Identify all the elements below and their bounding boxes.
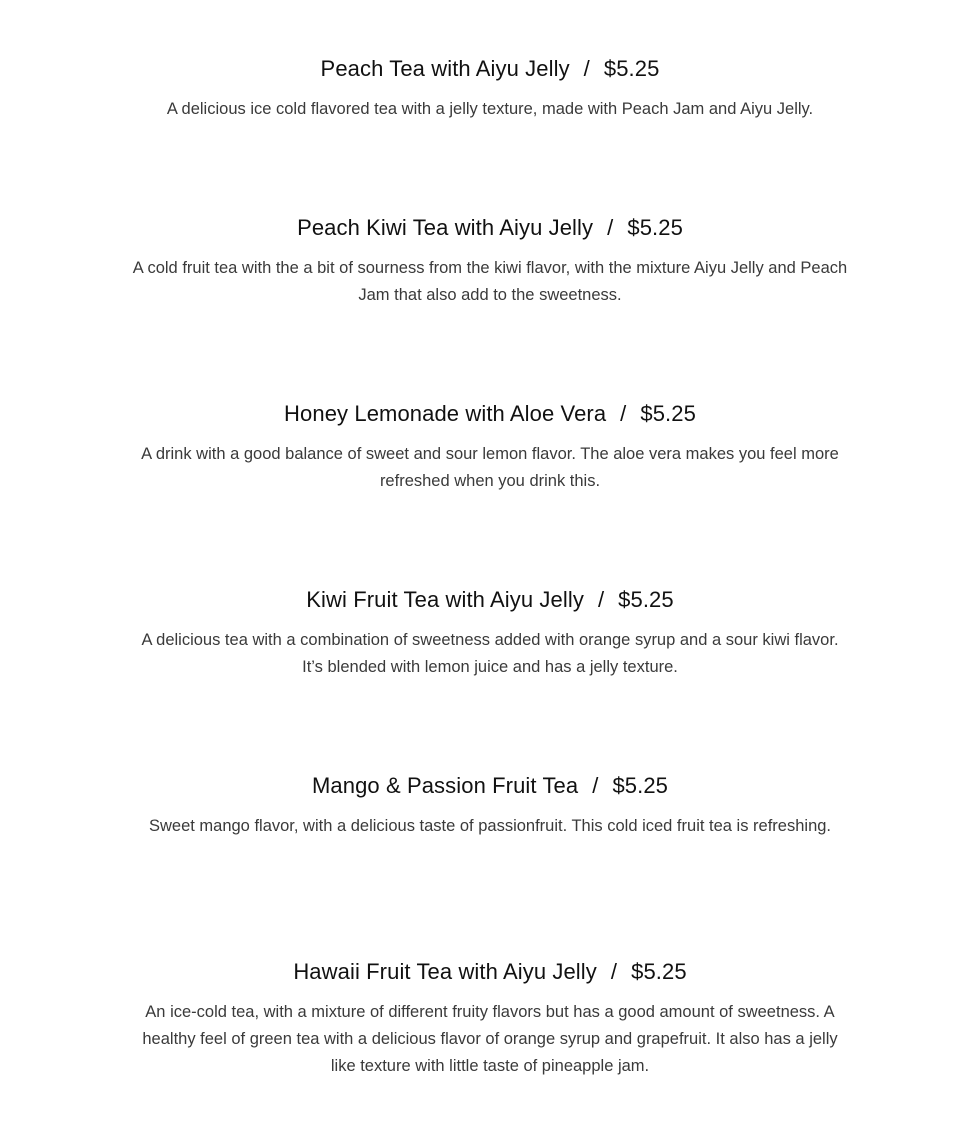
menu-item-price: $5.25 (603, 56, 660, 81)
menu-item-kiwi-fruit-tea (130, 585, 850, 681)
menu-item-description: A cold fruit tea with the a bit of sourness from the kiwi flavor, with the mixture Aiyu Jelly and Peach Jam that also add to the sweetness. (132, 259, 848, 304)
menu-item-title (130, 585, 850, 615)
menu-item-price: $5.25 (640, 401, 696, 426)
menu-item-name: Honey Lemonade with Aloe Vera (284, 401, 607, 426)
title-separator: / (620, 401, 627, 426)
menu-item-title (130, 771, 850, 801)
menu-item-title (130, 957, 850, 987)
menu-item-name: Peach Kiwi Tea with Aiyu Jelly (297, 215, 594, 240)
menu-item-hawaii-fruit-tea (130, 957, 850, 1080)
menu-item-peach-kiwi-tea (130, 213, 850, 309)
menu-item-name: Peach Tea with Aiyu Jelly (320, 56, 570, 81)
menu-item-description: A delicious ice cold flavored tea with a jelly texture, made with Peach Jam and Aiyu Jelly. (166, 100, 814, 118)
menu-item-title (130, 213, 850, 243)
menu-item-price: $5.25 (618, 587, 674, 612)
menu-item-peach-tea (130, 54, 850, 123)
menu-item-description: An ice-cold tea, with a mixture of different fruity flavors but has a good amount of sweetness. A healthy feel of green tea with a delicious flavor of orange syrup and grapefruit. It also has a jelly like texture with little taste of pineapple jam. (142, 1003, 838, 1075)
menu-item-title (130, 54, 850, 84)
menu-item-price: $5.25 (612, 773, 668, 798)
menu-item-name: Kiwi Fruit Tea with Aiyu Jelly (306, 587, 584, 612)
menu-item-description: A drink with a good balance of sweet and sour lemon flavor. The aloe vera makes you feel more refreshed when you drink this. (141, 445, 839, 490)
title-separator: / (583, 56, 590, 81)
menu-item-mango-passion-fruit-tea (130, 771, 850, 840)
menu-item-price: $5.25 (627, 215, 683, 240)
menu-item-description: Sweet mango flavor, with a delicious taste of passionfruit. This cold iced fruit tea is refreshing. (148, 817, 832, 835)
title-separator: / (597, 587, 605, 612)
menu-item-name: Mango & Passion Fruit Tea (311, 773, 579, 798)
menu-item-name: Hawaii Fruit Tea with Aiyu Jelly (293, 959, 597, 984)
title-separator: / (607, 215, 614, 240)
title-separator: / (592, 773, 599, 798)
menu-item-honey-lemonade (130, 399, 850, 495)
menu-item-description: A delicious tea with a combination of sweetness added with orange syrup and a sour kiwi flavor. It’s blended with lemon juice and has a jelly texture. (141, 631, 839, 676)
menu-item-price: $5.25 (631, 959, 687, 984)
title-separator: / (610, 959, 618, 984)
menu-item-title (130, 399, 850, 429)
